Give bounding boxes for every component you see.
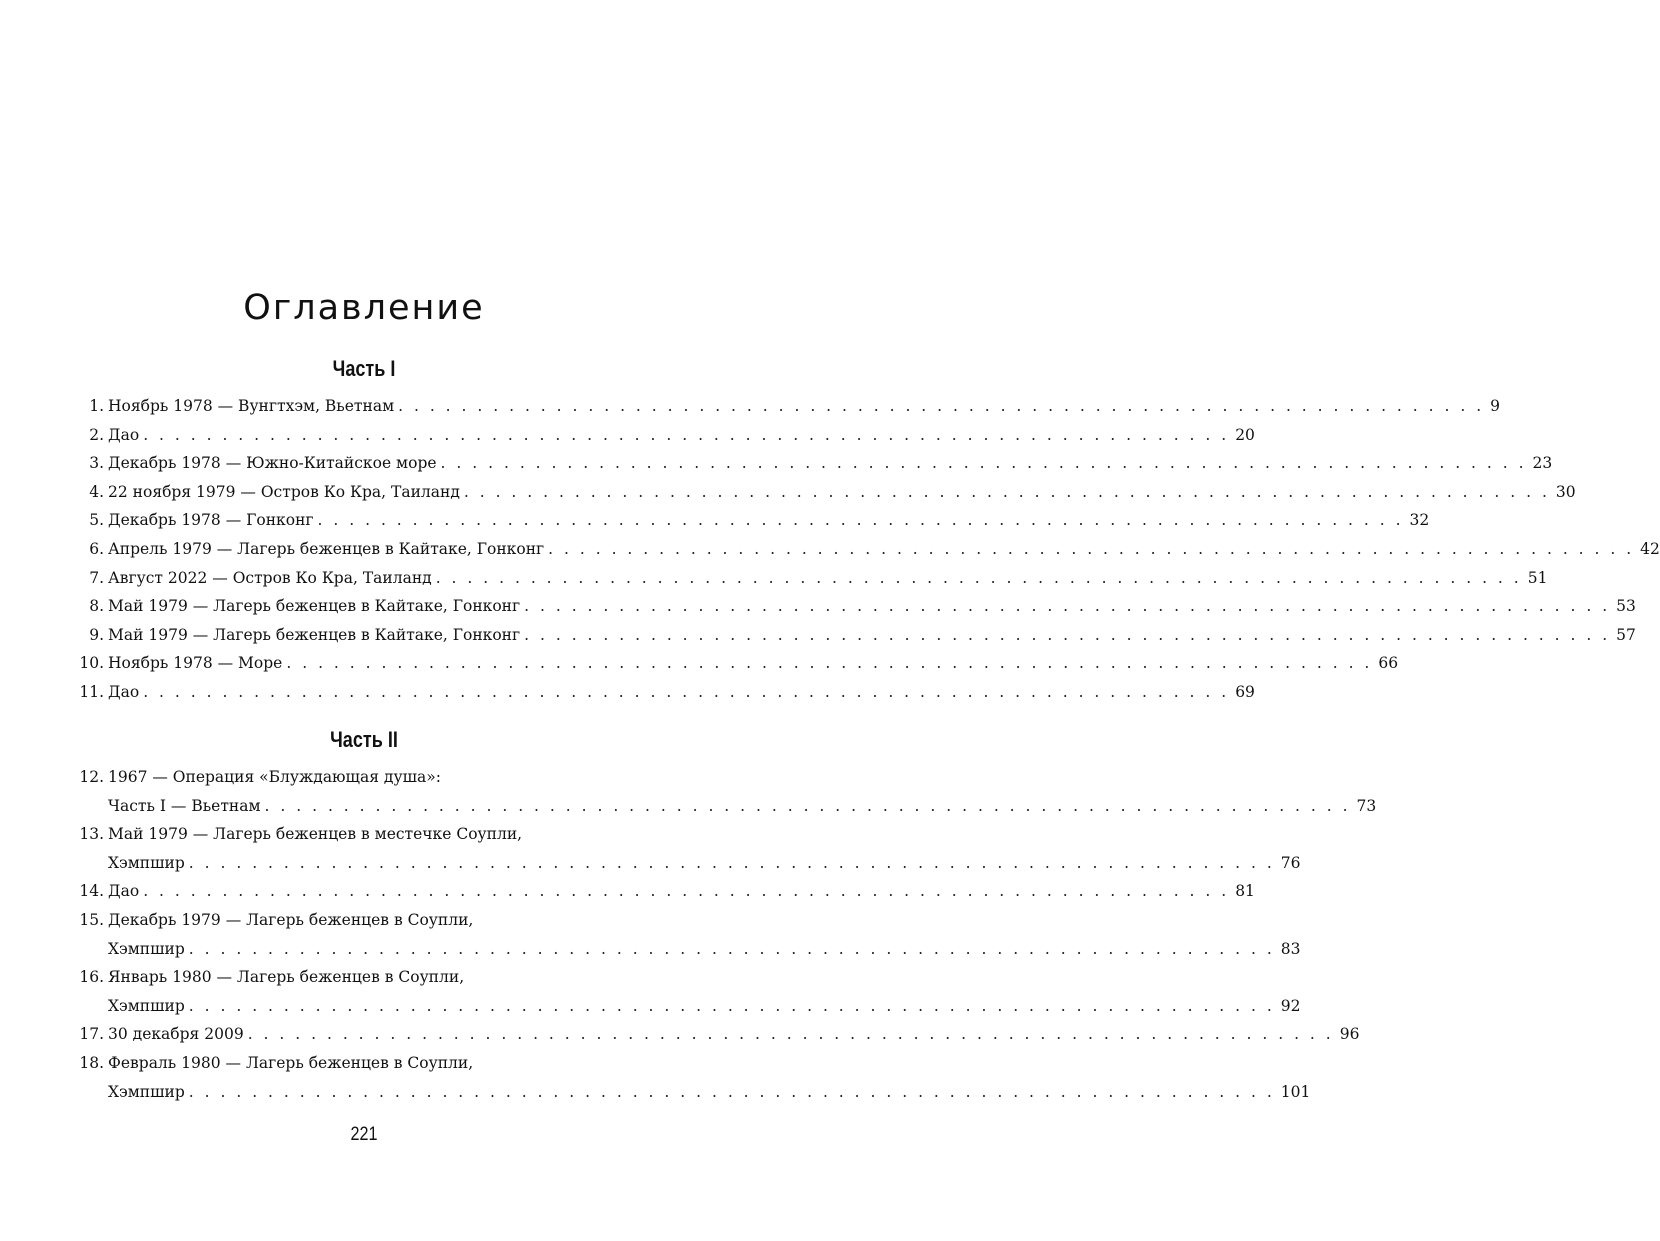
chapter-number: 4. [89,482,104,501]
dot-leader: . . . . . . . . . . . . . . . . . . . . . . . . . . . . . . . . . . . . . . . . . . . . . . . . . . . . . . . . . . . . . . . . . . . . . [247,1025,1334,1044]
page-ref: 51 [1527,568,1548,587]
chapter-number: 8. [89,597,104,616]
chapter-title: Май 1979 — Лагерь беженцев в Кайтаке, Гонконг [108,592,524,621]
chapter-number: 1. [89,397,104,415]
dot-leader: . . . . . . . . . . . . . . . . . . . . . . . . . . . . . . . . . . . . . . . . . . . . . . . . . . . . . . . . . . . . . . . . . . . . . [264,796,1351,815]
toc-entry-line [76,963,650,992]
page-ref: 23 [1532,454,1553,473]
dot-leader: . . . . . . . . . . . . . . . . . . . . . . . . . . . . . . . . . . . . . . . . . . . . . . . . . . . . . . . . . . . . . . . . . . . . . [286,654,1373,673]
chapter-number: 13. [79,825,104,844]
chapter-title: Декабрь 1979 — Лагерь беженцев в Соупли, [108,906,477,935]
chapter-number: 9. [89,625,104,644]
toc-list [76,763,1377,1106]
chapter-title: Дао [108,877,143,906]
chapter-title: Декабрь 1978 — Гонконг [108,506,318,535]
chapter-number: 17. [79,1025,104,1044]
page-ref: 42 [1640,539,1660,558]
page-ref: 32 [1409,511,1430,530]
chapter-number: 12. [79,768,104,786]
chapter-title: Август 2022 — Остров Ко Кра, Таиланд [108,564,436,593]
toc-entry-line [76,877,1255,906]
chapter-title: Май 1979 — Лагерь беженцев в Кайтаке, Гонконг [108,621,524,650]
chapter-number: 10. [79,654,104,673]
page-ref: 9 [1490,397,1500,415]
chapter-title: Часть I — Вьетнам [108,792,265,821]
toc-entry-line [76,1020,1360,1049]
toc-entry-line [76,564,1548,593]
page-ref: 96 [1339,1025,1360,1044]
chapter-title: Ноябрь 1978 — Вунгтхэм, Вьетнам [108,392,398,421]
page-ref: 53 [1616,597,1636,616]
part-heading: Часть II [330,727,398,752]
chapter-number: 16. [79,968,104,987]
part-heading: Часть I [332,356,396,381]
dot-leader: . . . . . . . . . . . . . . . . . . . . . . . . . . . . . . . . . . . . . . . . . . . . . . . . . . . . . . . . . . . . . . . . . . . . . [143,882,1230,901]
dot-leader: . . . . . . . . . . . . . . . . . . . . . . . . . . . . . . . . . . . . . . . . . . . . . . . . . . . . . . . . . . . . . . . . . . . . . [143,682,1230,701]
toc-entry-line [76,478,1576,507]
chapter-number: 14. [79,882,104,901]
toc-entry-line [76,649,1399,678]
dot-leader: . . . . . . . . . . . . . . . . . . . . . . . . . . . . . . . . . . . . . . . . . . . . . . . . . . . . . . . . . . . . . . . . . . . . . [143,425,1230,444]
toc-entry-line [76,621,1636,650]
toc-entry-line [76,763,650,792]
page-ref: 73 [1356,796,1377,815]
toc-entry-line [76,906,650,935]
dot-leader: . . . . . . . . . . . . . . . . . . . . . . . . . . . . . . . . . . . . . . . . . . . . . . . . . . . . . . . . . . . . . . . . . . . . . [463,482,1550,501]
chapter-number: 5. [89,511,104,530]
chapter-number: 3. [89,454,104,473]
chapter-number: 18. [79,1053,104,1072]
dot-leader: . . . . . . . . . . . . . . . . . . . . . . . . . . . . . . . . . . . . . . . . . . . . . . . . . . . . . . . . . . . . . . . . . . . . . [188,939,1275,958]
chapter-title: Январь 1980 — Лагерь беженцев в Соупли, [108,963,468,992]
dot-leader: . . . . . . . . . . . . . . . . . . . . . . . . . . . . . . . . . . . . . . . . . . . . . . . . . . . . . . . . . . . . . . . . . . . . . [188,1082,1275,1101]
chapter-title: Февраль 1980 — Лагерь беженцев в Соупли, [108,1049,477,1078]
chapter-number: 11. [79,682,104,701]
page-ref: 81 [1235,882,1255,901]
toc-entry-line [76,421,1255,450]
chapter-title: Дао [108,678,143,707]
chapter-title: Май 1979 — Лагерь беженцев в местечке Соупли, [108,820,526,849]
page-ref: 83 [1280,939,1301,958]
page-ref: 69 [1235,682,1255,701]
dot-leader: . . . . . . . . . . . . . . . . . . . . . . . . . . . . . . . . . . . . . . . . . . . . . . . . . . . . . . . . . . . . . . . . . . . . . [548,539,1635,558]
toc-entry-line [76,849,1301,878]
toc-entry-line [76,992,1301,1021]
page-ref: 30 [1555,482,1576,501]
page-ref: 92 [1280,996,1301,1015]
chapter-number: 2. [89,425,104,444]
dot-leader: . . . . . . . . . . . . . . . . . . . . . . . . . . . . . . . . . . . . . . . . . . . . . . . . . . . . . . . . . . . . . . . . . . . . . [524,625,1611,644]
toc-entry-line [76,792,1377,821]
dot-leader: . . . . . . . . . . . . . . . . . . . . . . . . . . . . . . . . . . . . . . . . . . . . . . . . . . . . . . . . . . . . . . . . . . . . . [524,597,1611,616]
chapter-title: 1967 — Операция «Блуждающая душа»: [108,763,445,792]
dot-leader: . . . . . . . . . . . . . . . . . . . . . . . . . . . . . . . . . . . . . . . . . . . . . . . . . . . . . . . . . . . . . . . . . . . . . [188,996,1275,1015]
page-ref: 101 [1280,1082,1311,1101]
page-ref: 57 [1616,625,1636,644]
toc-entry-line [76,935,1301,964]
dot-leader: . . . . . . . . . . . . . . . . . . . . . . . . . . . . . . . . . . . . . . . . . . . . . . . . . . . . . . . . . . . . . . . . . . . . . [440,454,1527,473]
chapter-title: Дао [108,421,143,450]
toc-entry-line [76,392,1500,421]
chapter-number: 6. [89,539,104,558]
chapter-title: 22 ноября 1979 — Остров Ко Кра, Таиланд [108,478,464,507]
page-number: 221 [350,1124,378,1145]
toc-entry-line [76,506,1430,535]
page-ref: 66 [1378,654,1399,673]
toc-entry-line [76,1049,650,1078]
chapter-title: Хэмпшир [108,849,189,878]
chapter-title: Апрель 1979 — Лагерь беженцев в Кайтаке, Гонконг [108,535,548,564]
page-ref: 20 [1235,425,1255,444]
toc-entry-line [76,1078,1311,1107]
dot-leader: . . . . . . . . . . . . . . . . . . . . . . . . . . . . . . . . . . . . . . . . . . . . . . . . . . . . . . . . . . . . . . . . . . . . . [398,397,1485,415]
dot-leader: . . . . . . . . . . . . . . . . . . . . . . . . . . . . . . . . . . . . . . . . . . . . . . . . . . . . . . . . . . . . . . . . . . . . . [435,568,1522,587]
chapter-title: Декабрь 1978 — Южно-Китайское море [108,449,441,478]
chapter-title: Ноябрь 1978 — Море [108,649,286,678]
dot-leader: . . . . . . . . . . . . . . . . . . . . . . . . . . . . . . . . . . . . . . . . . . . . . . . . . . . . . . . . . . . . . . . . . . . . . [317,511,1404,530]
chapter-title: Хэмпшир [108,1078,189,1107]
dot-leader: . . . . . . . . . . . . . . . . . . . . . . . . . . . . . . . . . . . . . . . . . . . . . . . . . . . . . . . . . . . . . . . . . . . . . [188,853,1275,872]
chapter-number: 7. [89,568,104,587]
toc-entry-line [76,592,1636,621]
toc-entry-line [76,449,1553,478]
toc-entry-line [76,820,650,849]
chapter-title: 30 декабря 2009 [108,1020,248,1049]
toc-entry-line [76,678,1255,707]
toc-entry-line [76,535,1660,564]
chapter-title: Хэмпшир [108,935,189,964]
page-ref: 76 [1280,853,1301,872]
toc-list [76,392,1660,707]
chapter-title: Хэмпшир [108,992,189,1021]
page-title: Оглавление [243,288,485,328]
chapter-number: 15. [79,910,104,929]
